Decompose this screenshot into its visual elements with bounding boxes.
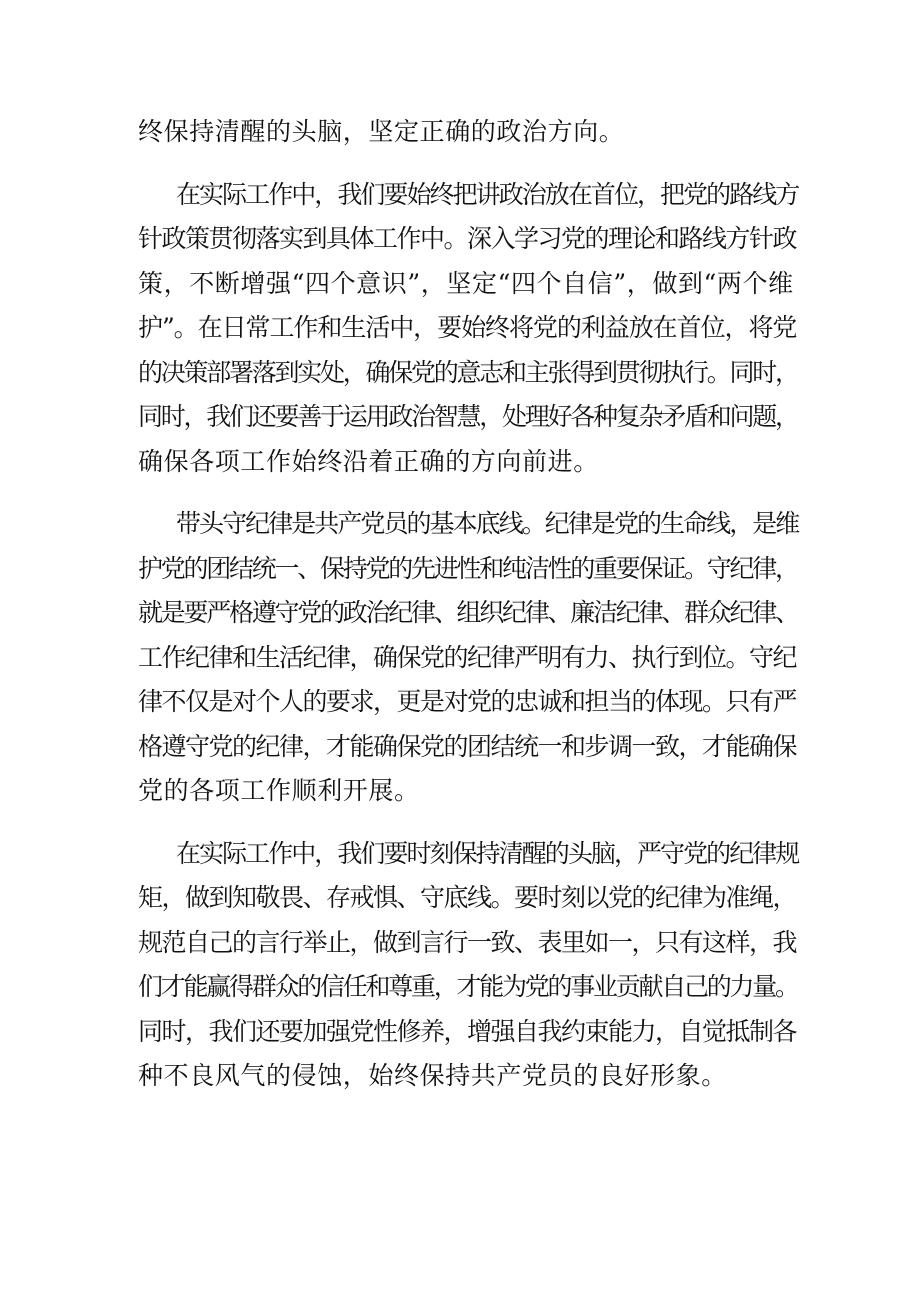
paragraph-line: 确保各项工作始终沿着正确的方向前进。 [138, 446, 599, 476]
paragraph-line: 工作纪律和生活纪律，确保党的纪律严明有力、执行到位。守纪 [138, 642, 797, 672]
paragraph-line: 党的各项工作顺利开展。 [138, 776, 420, 805]
body-paragraph [138, 502, 798, 814]
paragraph-line: 格遵守党的纪律，才能确保党的团结统一和步调一致，才能确保 [138, 731, 797, 761]
paragraph-line: 同时，我们还要加强党性修养，增强自我约束能力，自觉抵制各 [138, 1016, 797, 1046]
paragraph-line: 矩，做到知敬畏、存戒惧、守底线。要时刻以党的纪律为准绳， [138, 883, 797, 912]
paragraph-line: 策，不断增强“四个意识”，坚定“四个自信”，做到“两个维 [138, 268, 794, 298]
paragraph-line: 的决策部署落到实处，确保党的意志和主张得到贯彻执行。同时， [138, 357, 798, 387]
paragraph-line: 们才能赢得群众的信任和尊重，才能为党的事业贡献自己的力量。 [138, 972, 798, 1001]
paragraph-line: 护”。在日常工作和生活中，要始终将党的利益放在首位，将党 [138, 313, 797, 342]
paragraph-line: 带头守纪律是共产党员的基本底线。纪律是党的生命线，是维 [176, 509, 799, 538]
document-body [138, 110, 798, 1117]
body-paragraph [138, 832, 798, 1099]
paragraph-line: 在实际工作中，我们要时刻保持清醒的头脑，严守党的纪律规 [176, 838, 799, 868]
paragraph-line: 律不仅是对个人的要求，更是对党的忠诚和担当的体现。只有严 [138, 687, 797, 716]
paragraph-line: 针政策贯彻落实到具体工作中。深入学习党的理论和路线方针政 [138, 224, 797, 253]
paragraph-line: 种不良风气的侵蚀，始终保持共产党员的良好形象。 [138, 1061, 727, 1090]
body-paragraph [138, 110, 798, 155]
paragraph-line: 护党的团结统一、保持党的先进性和纯洁性的重要保证。守纪律， [138, 553, 798, 583]
paragraph-line: 同时，我们还要善于运用政治智慧，处理好各种复杂矛盾和问题， [138, 402, 798, 431]
paragraph-line: 终保持清醒的头脑，坚定正确的政治方向。 [138, 117, 625, 146]
paragraph-line: 在实际工作中，我们要始终把讲政治放在首位，把党的路线方 [176, 179, 799, 209]
paragraph-line: 就是要严格遵守党的政治纪律、组织纪律、廉洁纪律、群众纪律、 [138, 598, 798, 627]
paragraph-line: 规范自己的言行举止，做到言行一致、表里如一，只有这样，我 [138, 927, 797, 957]
body-paragraph [138, 173, 798, 485]
